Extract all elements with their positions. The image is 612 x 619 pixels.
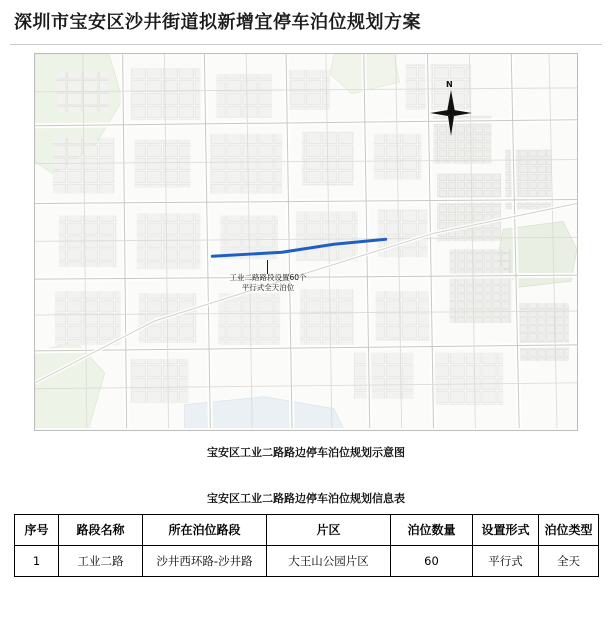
parking-info-table (14, 514, 599, 577)
north-arrow-label: N (446, 79, 453, 89)
annotation-line-1: 工业二路路段设置60个 (229, 272, 307, 282)
title-divider (10, 44, 602, 45)
table-cell-count: 60 (391, 545, 473, 576)
page-title: 深圳市宝安区沙井街道拟新增宜停车泊位规划方案 (14, 12, 421, 33)
table-cell-road-name: 工业二路 (59, 545, 143, 576)
map-caption: 宝安区工业二路路边停车泊位规划示意图 (207, 445, 405, 459)
annotation-line-2: 平行式全天泊位 (241, 283, 295, 293)
table-caption: 宝安区工业二路路边停车泊位规划信息表 (207, 491, 405, 505)
map-canvas (35, 54, 577, 429)
table-row (15, 545, 599, 576)
table-header-row (15, 514, 599, 545)
annotation-leader-line (267, 260, 268, 274)
table-header-cell: 所在泊位路段 (143, 514, 267, 545)
map-figure (34, 53, 578, 431)
table-header-cell: 序号 (15, 514, 59, 545)
table-cell-index: 1 (15, 545, 59, 576)
table-header-cell: 泊位类型 (539, 514, 599, 545)
table-header-cell: 泊位数量 (391, 514, 473, 545)
north-arrow-icon (420, 79, 482, 144)
table-cell-segment: 沙井西环路-沙井路 (143, 545, 267, 576)
table-cell-area: 大王山公园片区 (267, 545, 391, 576)
map-annotation (203, 273, 333, 295)
table-header-cell: 设置形式 (473, 514, 539, 545)
table-cell-type: 全天 (539, 545, 599, 576)
table-header-cell: 路段名称 (59, 514, 143, 545)
table-header-cell: 片区 (267, 514, 391, 545)
table-cell-layout: 平行式 (473, 545, 539, 576)
compass-rose-icon (420, 79, 482, 144)
